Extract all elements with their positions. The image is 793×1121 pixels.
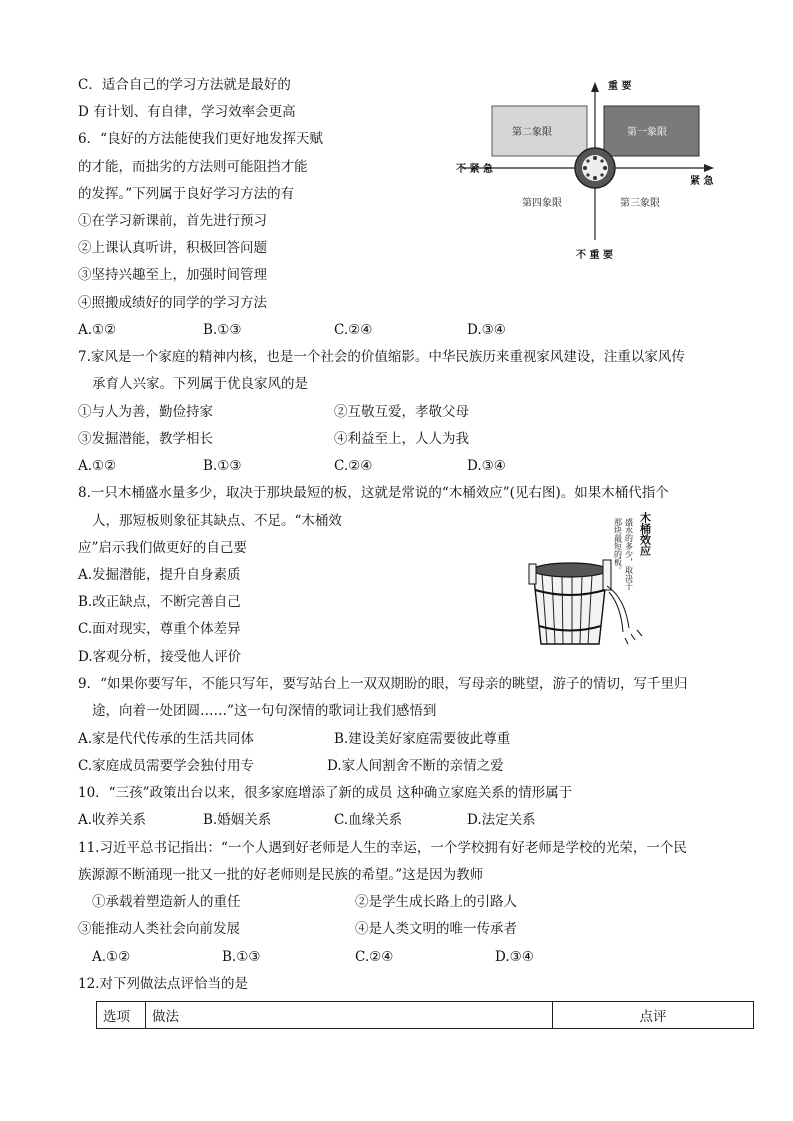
bucket-caption-1: 盛水的多少，取决于 [624,518,634,590]
q6-item-2: ②上课认真听讲，积极回答问题 [78,240,267,256]
quadrant-4-label: 第四象限 [522,198,562,209]
q11-item-4: ④是人类文明的唯一传承者 [355,921,517,937]
q7-stem-line2: 承育人兴家。下列属于优良家风的是 [92,376,308,392]
q5-option-c: C．适合自己的学习方法就是最好的 [78,77,291,93]
q10-option-a: A.收养关系 [78,812,147,828]
q9-option-c: C.家庭成员需要学会独付用专 [78,758,255,774]
q8-stem-line2: 人，那短板则象征其缺点、不足。“木桶效 [92,513,342,529]
q7-stem-line1: 7.家风是一个家庭的精神内核，也是一个社会的价值缩影。中华民族历来重视家风建设，注重以家风传 [78,349,685,365]
q11-item-1: ①承载着塑造新人的重任 [92,894,241,910]
table-header-row [97,1002,754,1029]
bucket-title: 木桶效应 [638,512,652,556]
table-header-practice: 做法 [146,1002,553,1029]
q7-option-b: B.①③ [203,458,242,474]
q10-stem: 10．“三孩”政策出台以来，很多家庭增添了新的成员 这种确立家庭关系的情形属于 [78,785,573,801]
q9-option-a: A.家是代代传承的生活共同体 [78,731,255,747]
q9-option-b: B.建设美好家庭需要彼此尊重 [334,731,511,747]
q9-option-d: D.家人间割舍不断的亲情之爱 [327,758,504,774]
q9-stem-line1: 9．“如果你要写年，不能只写年，要写站台上一双双期盼的眼，写母亲的眺望，游子的情切，写千里归 [78,676,688,692]
quadrant-2-label: 第二象限 [512,127,552,138]
q6-option-a: A.①② [78,322,117,338]
q6-stem-line3: 的发挥。”下列属于良好学习方法的有 [78,186,295,202]
q6-stem-line2: 的才能，而拙劣的方法则可能阻挡才能 [78,159,308,175]
q11-option-d: D.③④ [495,949,534,965]
q10-option-d: D.法定关系 [467,812,536,828]
q11-stem-line2: 族源源不断涌现一批又一批的好老师则是民族的希望。”这是因为教师 [78,867,484,883]
q12-stem: 12.对下列做法点评恰当的是 [78,976,248,992]
q6-item-4: ④照搬成绩好的同学的学习方法 [78,295,267,311]
axis-label-top: 重 要 [608,81,632,92]
q11-option-b: B.①③ [222,949,261,965]
q8-option-c: C.面对现实，尊重个体差异 [78,621,241,637]
q8-option-a: A.发掘潜能，提升自身素质 [78,567,241,583]
q7-option-a: A.①② [78,458,117,474]
axis-label-left: 不 紧 急 [456,164,493,175]
q11-option-a: A.①② [92,949,131,965]
quadrant-1-label: 第一象限 [627,127,667,138]
q6-item-3: ③坚持兴趣至上，加强时间管理 [78,267,267,283]
q7-option-c: C.②④ [334,458,373,474]
q10-option-c: C.血缘关系 [334,812,403,828]
q8-stem-line1: 8.一只木桶盛水量多少，取决于那块最短的板，这就是常说的“木桶效应”(见右图)。如果木桶代指个 [78,485,669,501]
q11-item-2: ②是学生成长路上的引路人 [355,894,517,910]
q7-option-d: D.③④ [467,458,506,474]
q7-item-2: ②互敬互爱，孝敬父母 [334,404,469,420]
q8-stem-line3: 应”启示我们做更好的自己要 [78,540,247,556]
table-header-comment: 点评 [553,1002,754,1029]
axis-label-right: 紧 急 [690,176,714,187]
q12-table [96,1001,754,1029]
q6-stem-line1: 6．“良好的方法能使我们更好地发挥天赋 [78,131,323,147]
q6-item-1: ①在学习新课前，首先进行预习 [78,213,267,229]
time-quadrant-figure [452,72,722,262]
q6-option-d: D.③④ [467,322,506,338]
q9-stem-line2: 途，向着一处团圆……”这一句句深情的歌词让我们感悟到 [92,703,437,719]
axis-label-bottom: 不 重 要 [576,250,613,261]
q7-item-3: ③发掘潜能，教学相长 [78,431,213,447]
wooden-bucket-figure [525,508,670,656]
bucket-caption-2: 那块最短的板。 [613,518,623,574]
q10-option-b: B.婚姻关系 [203,812,272,828]
q7-item-4: ④利益至上，人人为我 [334,431,469,447]
quadrant-3-label: 第三象限 [620,198,660,209]
q11-stem-line1: 11.习近平总书记指出：“一个人遇到好老师是人生的幸运，一个学校拥有好老师是学校的光荣，一个民 [78,840,687,856]
q6-option-b: B.①③ [203,322,242,338]
q5-option-d: D 有计划、有自律，学习效率会更高 [78,104,296,120]
q7-item-1: ①与人为善，勤俭持家 [78,404,213,420]
q6-option-c: C.②④ [334,322,373,338]
q11-option-c: C.②④ [355,949,394,965]
q8-option-d: D.客观分析，接受他人评价 [78,649,242,665]
q8-option-b: B.改正缺点，不断完善自己 [78,594,241,610]
table-header-option: 选项 [97,1002,146,1029]
q11-item-3: ③能推动人类社会向前发展 [78,921,240,937]
